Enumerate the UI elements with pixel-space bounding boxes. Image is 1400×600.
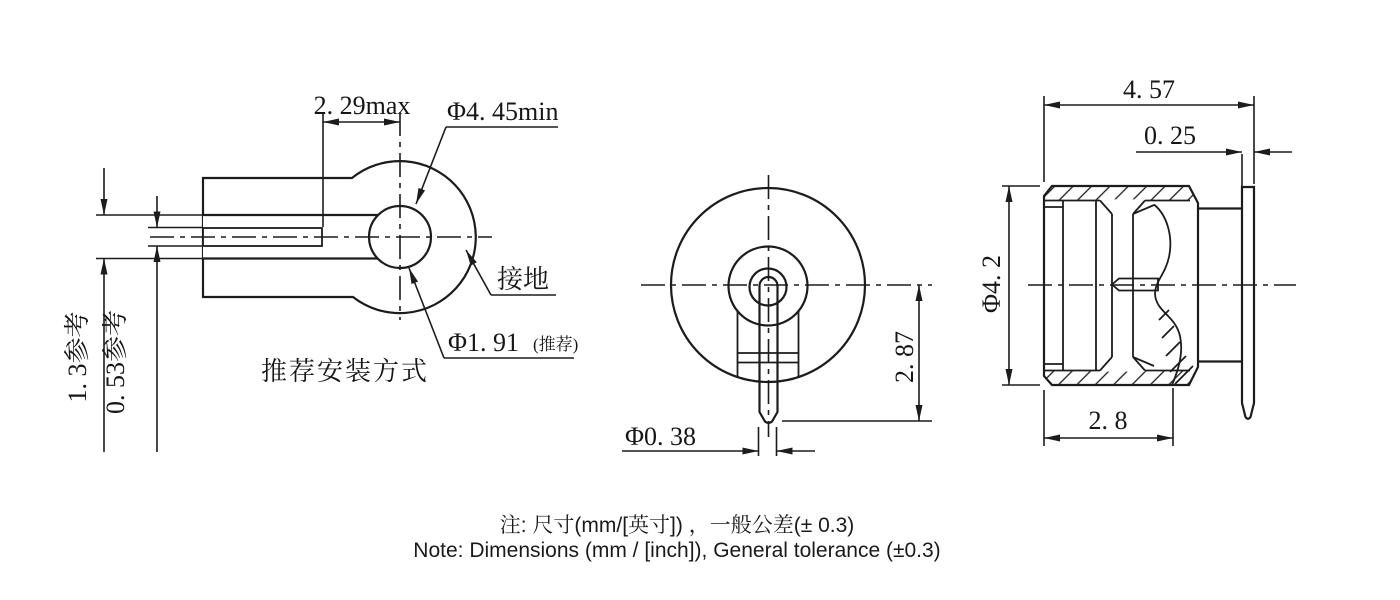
dim-tab-thickness [1136,121,1292,186]
leader-ground-label [466,250,556,295]
leader-hole-dia [409,268,578,358]
dim-pin-length-label: 2. 87 [890,331,919,383]
note-line-en: Note: Dimensions (mm / [inch]), General tolerance (±0.3) [413,539,941,562]
dim-pin-dia [622,422,815,456]
s-break-line [1154,205,1181,386]
note-line-cn: 注: 尺寸(mm/[英寸]) ，一般公差(± 0.3) [499,514,855,537]
side-view [977,75,1296,446]
leader-ground-dia [416,97,558,204]
dim-body-length [1044,388,1173,446]
dim-trace-ref [101,196,157,452]
dim-pin-length [782,285,932,421]
dim-hole-dia-label: Φ1. 91 [448,328,520,357]
dim-ground-dia-label: Φ4. 45min [447,97,559,126]
dim-body-dia-label: Φ4. 2 [977,254,1006,314]
dim-width-max-label: 2. 29max [313,91,411,120]
front-view [622,175,932,456]
notes-block [413,514,940,562]
dim-total-length-label: 4. 57 [1123,75,1175,104]
dim-thickness-ref [63,168,104,452]
dim-hole-dia-suffix: (推荐) [533,335,579,354]
left-view-mounting-section [63,91,578,452]
dim-trace-ref-label: 0. 53参考 [101,309,130,415]
solder-tab [1242,187,1254,419]
dim-width-max [314,91,411,122]
dim-thickness-ref-label: 1. 3参考 [63,311,92,403]
dim-body-length-label: 2. 8 [1088,406,1128,435]
dim-tab-thickness-label: 0. 25 [1144,121,1196,150]
left-view-caption: 推荐安装方式 [260,357,430,386]
dim-pin-dia-label: Φ0. 38 [625,422,697,451]
ground-label: 接地 [496,265,550,294]
